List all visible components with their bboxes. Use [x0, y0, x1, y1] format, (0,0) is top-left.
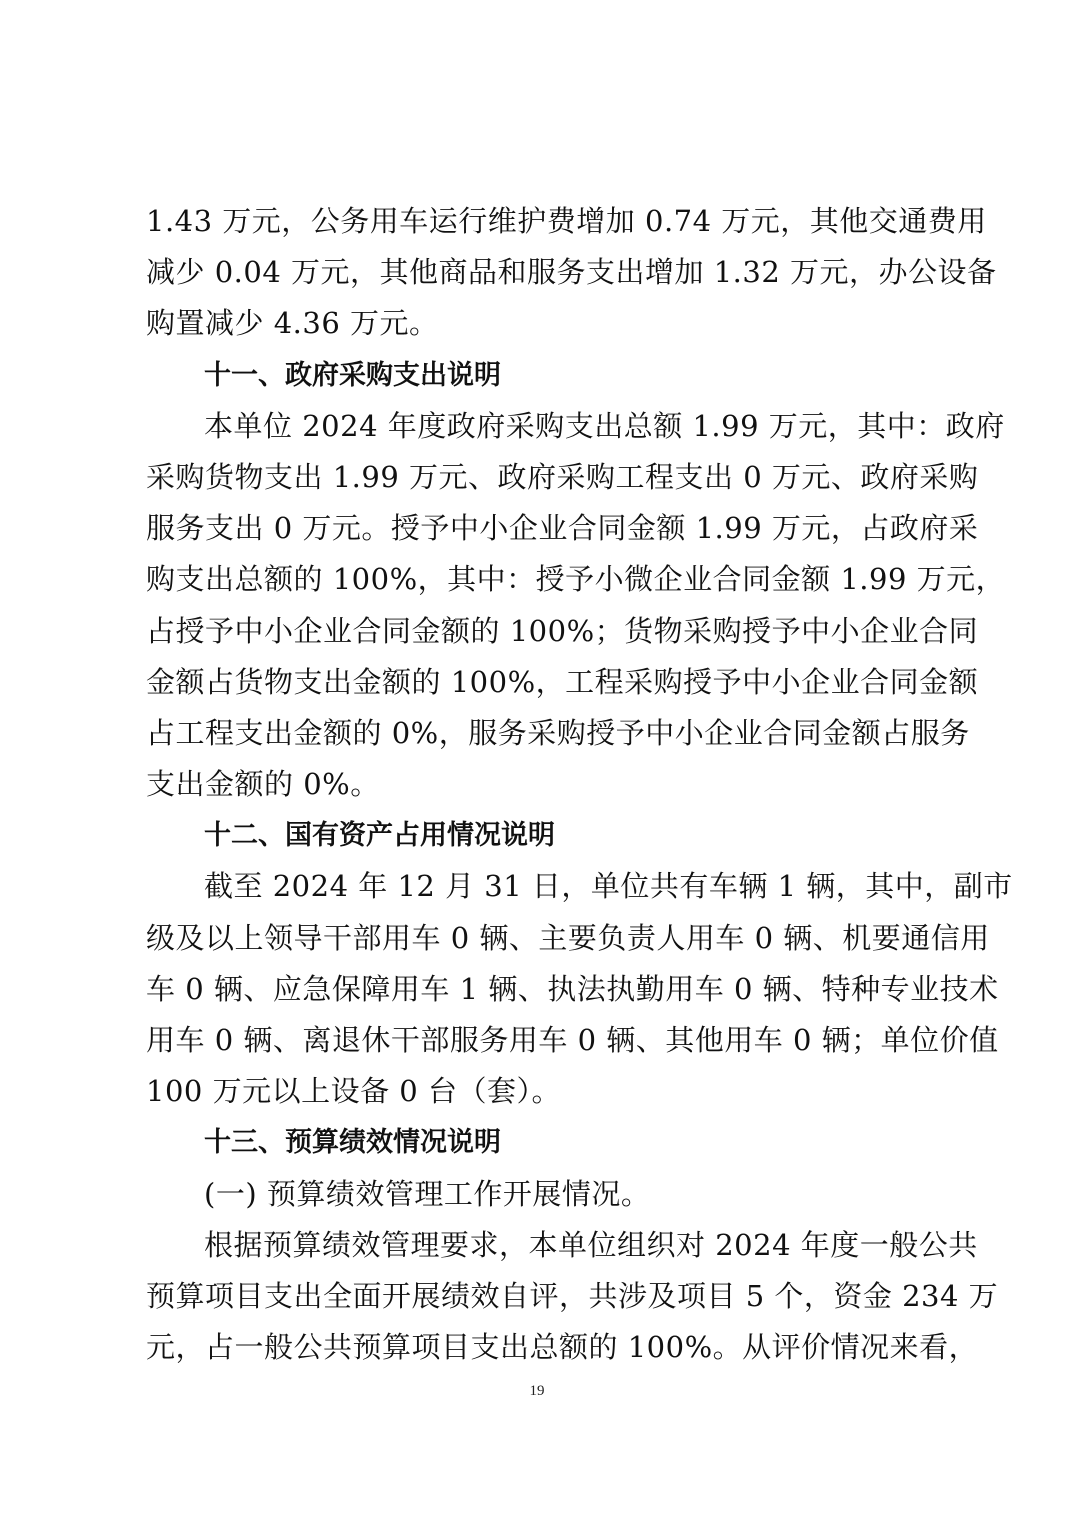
- document-body: [146, 196, 1013, 1373]
- body-text-line: 1.43 万元，公务用车运行维护费增加 0.74 万元，其他交通费用: [146, 204, 987, 238]
- body-text-line: 元，占一般公共预算项目支出总额的 100%。从评价情况来看，: [146, 1330, 979, 1365]
- body-text-line: 预算项目支出全面开展绩效自评，共涉及项目 5 个，资金 234 万: [146, 1278, 999, 1313]
- body-text-line: 车 0 辆、应急保障用车 1 辆、执法执勤用车 0 辆、特种专业技术: [146, 971, 999, 1006]
- page-number: 19: [529, 1383, 545, 1399]
- body-text-line: 购置减少 4.36 万元。: [146, 306, 439, 341]
- body-text-line: 支出金额的 0%。: [146, 767, 380, 802]
- body-text-line: 用车 0 辆、离退休干部服务用车 0 辆、其他用车 0 辆；单位价值: [146, 1023, 999, 1057]
- body-text-line: 根据预算绩效管理要求，本单位组织对 2024 年度一般公共: [204, 1227, 978, 1262]
- body-text-line: 减少 0.04 万元，其他商品和服务支出增加 1.32 万元，办公设备: [146, 255, 997, 290]
- body-text-line: 级及以上领导干部用车 0 辆、主要负责人用车 0 辆、机要通信用: [146, 920, 990, 955]
- body-text-line: 截至 2024 年 12 月 31 日，单位共有车辆 1 辆，其中，副市: [204, 869, 1013, 904]
- body-text-line: 占授予中小企业合同金额的 100%；货物采购授予中小企业合同: [146, 613, 979, 648]
- section-heading-13: 十三、预算绩效情况说明: [204, 1127, 501, 1159]
- body-text-line: 本单位 2024 年度政府采购支出总额 1.99 万元，其中：政府: [204, 408, 1005, 443]
- section-heading-11: 十一、政府采购支出说明: [204, 359, 501, 391]
- body-text-line: 占工程支出金额的 0%，服务采购授予中小企业合同金额占服务: [146, 715, 970, 750]
- section-heading-12: 十二、国有资产占用情况说明: [204, 820, 555, 852]
- body-text-line: 金额占货物支出金额的 100%，工程采购授予中小企业合同金额: [146, 664, 979, 699]
- body-text-line: 购支出总额的 100%，其中：授予小微企业合同金额 1.99 万元，: [146, 562, 1006, 597]
- body-text-line: 采购货物支出 1.99 万元、政府采购工程支出 0 万元、政府采购: [146, 459, 979, 494]
- body-text-line: 服务支出 0 万元。授予中小企业合同金额 1.99 万元，占政府采: [146, 511, 979, 546]
- subsection-heading: (一) 预算绩效管理工作开展情况。: [204, 1176, 651, 1211]
- body-text-line: 100 万元以上设备 0 台（套）。: [146, 1074, 561, 1109]
